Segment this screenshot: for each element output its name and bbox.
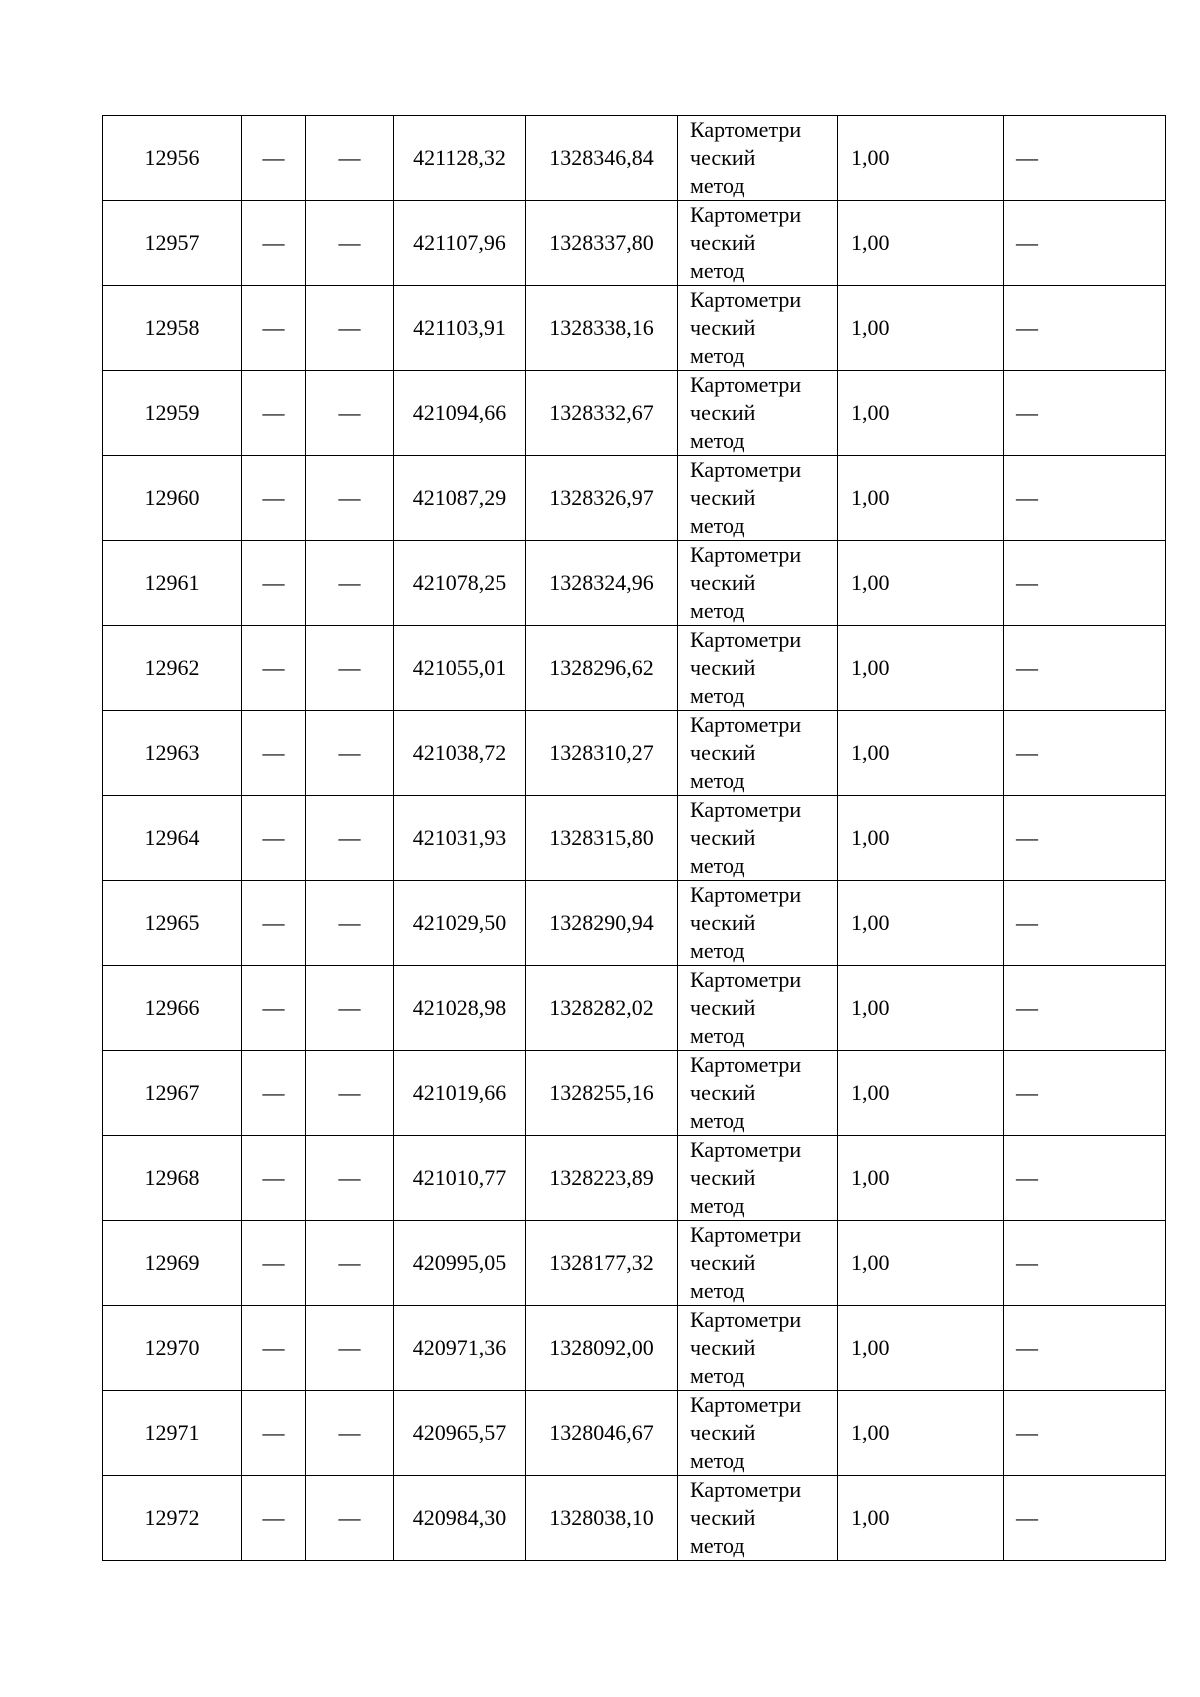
accuracy-cell: 1,00 bbox=[838, 1136, 1004, 1221]
method-text-line-2: ческий bbox=[690, 400, 756, 425]
method-text-line-1: Картометри bbox=[690, 1477, 802, 1502]
method-text-line-2: ческий bbox=[690, 995, 756, 1020]
method-text-line-3: метод bbox=[690, 1363, 745, 1388]
dash-cell: — bbox=[242, 626, 306, 711]
dash-cell: — bbox=[242, 1051, 306, 1136]
method-text-line-1: Картометри bbox=[690, 627, 802, 652]
dash-cell: — bbox=[306, 541, 394, 626]
dash-cell: — bbox=[242, 541, 306, 626]
method-text-line-2: ческий bbox=[690, 570, 756, 595]
method-text-line-1: Картометри bbox=[690, 1052, 802, 1077]
method-text-line-1: Картометри bbox=[690, 457, 802, 482]
table-row bbox=[103, 116, 1166, 201]
x-coordinate-cell: 421107,96 bbox=[394, 201, 526, 286]
method-text-line-3: метод bbox=[690, 1448, 745, 1473]
method-text-line-3: метод bbox=[690, 853, 745, 878]
method-text-line-2: ческий bbox=[690, 315, 756, 340]
table-row bbox=[103, 1221, 1166, 1306]
coordinates-table bbox=[102, 115, 1166, 1561]
dash-cell: — bbox=[1004, 1051, 1166, 1136]
dash-cell: — bbox=[1004, 1221, 1166, 1306]
method-text-line-3: метод bbox=[690, 258, 745, 283]
y-coordinate-cell: 1328255,16 bbox=[526, 1051, 678, 1136]
dash-cell: — bbox=[1004, 201, 1166, 286]
point-number-cell: 12965 bbox=[103, 881, 242, 966]
method-text-line-3: метод bbox=[690, 1533, 745, 1558]
dash-cell: — bbox=[242, 881, 306, 966]
dash-cell: — bbox=[242, 1136, 306, 1221]
point-number-cell: 12958 bbox=[103, 286, 242, 371]
dash-cell: — bbox=[306, 201, 394, 286]
x-coordinate-cell: 421031,93 bbox=[394, 796, 526, 881]
method-text-line-3: метод bbox=[690, 598, 745, 623]
dash-cell: — bbox=[1004, 286, 1166, 371]
point-number-cell: 12969 bbox=[103, 1221, 242, 1306]
method-cell bbox=[678, 966, 838, 1051]
method-text-line-3: метод bbox=[690, 1278, 745, 1303]
table-row bbox=[103, 1306, 1166, 1391]
method-text-line-2: ческий bbox=[690, 230, 756, 255]
method-text-line-3: метод bbox=[690, 768, 745, 793]
method-text-line-3: метод bbox=[690, 1193, 745, 1218]
method-text-line-3: метод bbox=[690, 343, 745, 368]
point-number-cell: 12971 bbox=[103, 1391, 242, 1476]
dash-cell: — bbox=[242, 966, 306, 1051]
method-cell bbox=[678, 1136, 838, 1221]
method-text-line-1: Картометри bbox=[690, 1137, 802, 1162]
method-cell bbox=[678, 371, 838, 456]
method-text-line-1: Картометри bbox=[690, 1307, 802, 1332]
dash-cell: — bbox=[242, 1306, 306, 1391]
dash-cell: — bbox=[242, 1391, 306, 1476]
dash-cell: — bbox=[1004, 1136, 1166, 1221]
point-number-cell: 12957 bbox=[103, 201, 242, 286]
accuracy-cell: 1,00 bbox=[838, 1051, 1004, 1136]
table-row bbox=[103, 1136, 1166, 1221]
y-coordinate-cell: 1328296,62 bbox=[526, 626, 678, 711]
dash-cell: — bbox=[1004, 1306, 1166, 1391]
y-coordinate-cell: 1328092,00 bbox=[526, 1306, 678, 1391]
method-cell bbox=[678, 1476, 838, 1561]
table-row bbox=[103, 1391, 1166, 1476]
method-cell bbox=[678, 711, 838, 796]
y-coordinate-cell: 1328223,89 bbox=[526, 1136, 678, 1221]
point-number-cell: 12963 bbox=[103, 711, 242, 796]
accuracy-cell: 1,00 bbox=[838, 881, 1004, 966]
dash-cell: — bbox=[306, 371, 394, 456]
method-text-line-3: метод bbox=[690, 683, 745, 708]
dash-cell: — bbox=[306, 286, 394, 371]
table-row bbox=[103, 286, 1166, 371]
table-row bbox=[103, 626, 1166, 711]
dash-cell: — bbox=[242, 1221, 306, 1306]
dash-cell: — bbox=[242, 201, 306, 286]
accuracy-cell: 1,00 bbox=[838, 1221, 1004, 1306]
dash-cell: — bbox=[1004, 796, 1166, 881]
method-text-line-1: Картометри bbox=[690, 712, 802, 737]
method-text-line-1: Картометри bbox=[690, 1222, 802, 1247]
method-cell bbox=[678, 116, 838, 201]
method-text-line-1: Картометри bbox=[690, 1392, 802, 1417]
dash-cell: — bbox=[1004, 711, 1166, 796]
method-cell bbox=[678, 796, 838, 881]
method-text-line-1: Картометри bbox=[690, 287, 802, 312]
method-text-line-1: Картометри bbox=[690, 967, 802, 992]
method-cell bbox=[678, 626, 838, 711]
dash-cell: — bbox=[306, 1476, 394, 1561]
dash-cell: — bbox=[306, 966, 394, 1051]
method-text-line-1: Картометри bbox=[690, 372, 802, 397]
accuracy-cell: 1,00 bbox=[838, 796, 1004, 881]
table-body bbox=[103, 116, 1166, 1561]
method-cell bbox=[678, 286, 838, 371]
dash-cell: — bbox=[1004, 1476, 1166, 1561]
dash-cell: — bbox=[1004, 881, 1166, 966]
y-coordinate-cell: 1328282,02 bbox=[526, 966, 678, 1051]
point-number-cell: 12956 bbox=[103, 116, 242, 201]
method-text-line-2: ческий bbox=[690, 145, 756, 170]
method-text-line-2: ческий bbox=[690, 1165, 756, 1190]
y-coordinate-cell: 1328324,96 bbox=[526, 541, 678, 626]
table-row bbox=[103, 456, 1166, 541]
x-coordinate-cell: 421029,50 bbox=[394, 881, 526, 966]
method-text-line-1: Картометри bbox=[690, 202, 802, 227]
dash-cell: — bbox=[306, 1136, 394, 1221]
accuracy-cell: 1,00 bbox=[838, 286, 1004, 371]
table-row bbox=[103, 201, 1166, 286]
dash-cell: — bbox=[242, 456, 306, 541]
point-number-cell: 12968 bbox=[103, 1136, 242, 1221]
method-text-line-3: метод bbox=[690, 1023, 745, 1048]
x-coordinate-cell: 421078,25 bbox=[394, 541, 526, 626]
y-coordinate-cell: 1328046,67 bbox=[526, 1391, 678, 1476]
method-text-line-3: метод bbox=[690, 428, 745, 453]
accuracy-cell: 1,00 bbox=[838, 966, 1004, 1051]
method-text-line-2: ческий bbox=[690, 825, 756, 850]
dash-cell: — bbox=[306, 626, 394, 711]
method-cell bbox=[678, 541, 838, 626]
dash-cell: — bbox=[1004, 966, 1166, 1051]
dash-cell: — bbox=[306, 1391, 394, 1476]
accuracy-cell: 1,00 bbox=[838, 371, 1004, 456]
method-text-line-2: ческий bbox=[690, 1250, 756, 1275]
method-text-line-2: ческий bbox=[690, 655, 756, 680]
x-coordinate-cell: 420971,36 bbox=[394, 1306, 526, 1391]
point-number-cell: 12972 bbox=[103, 1476, 242, 1561]
accuracy-cell: 1,00 bbox=[838, 1306, 1004, 1391]
table-row bbox=[103, 1051, 1166, 1136]
dash-cell: — bbox=[1004, 116, 1166, 201]
x-coordinate-cell: 421028,98 bbox=[394, 966, 526, 1051]
x-coordinate-cell: 421094,66 bbox=[394, 371, 526, 456]
dash-cell: — bbox=[242, 1476, 306, 1561]
x-coordinate-cell: 421087,29 bbox=[394, 456, 526, 541]
method-cell bbox=[678, 1051, 838, 1136]
y-coordinate-cell: 1328177,32 bbox=[526, 1221, 678, 1306]
accuracy-cell: 1,00 bbox=[838, 456, 1004, 541]
table-row bbox=[103, 541, 1166, 626]
method-cell bbox=[678, 456, 838, 541]
y-coordinate-cell: 1328346,84 bbox=[526, 116, 678, 201]
table-row bbox=[103, 711, 1166, 796]
method-cell bbox=[678, 1221, 838, 1306]
y-coordinate-cell: 1328338,16 bbox=[526, 286, 678, 371]
y-coordinate-cell: 1328310,27 bbox=[526, 711, 678, 796]
table-row bbox=[103, 796, 1166, 881]
method-text-line-2: ческий bbox=[690, 1335, 756, 1360]
accuracy-cell: 1,00 bbox=[838, 116, 1004, 201]
method-cell bbox=[678, 1306, 838, 1391]
y-coordinate-cell: 1328337,80 bbox=[526, 201, 678, 286]
method-text-line-3: метод bbox=[690, 513, 745, 538]
method-text-line-2: ческий bbox=[690, 1080, 756, 1105]
dash-cell: — bbox=[306, 1306, 394, 1391]
point-number-cell: 12961 bbox=[103, 541, 242, 626]
dash-cell: — bbox=[306, 796, 394, 881]
dash-cell: — bbox=[306, 1051, 394, 1136]
dash-cell: — bbox=[1004, 456, 1166, 541]
x-coordinate-cell: 420984,30 bbox=[394, 1476, 526, 1561]
point-number-cell: 12964 bbox=[103, 796, 242, 881]
method-text-line-2: ческий bbox=[690, 1505, 756, 1530]
accuracy-cell: 1,00 bbox=[838, 201, 1004, 286]
accuracy-cell: 1,00 bbox=[838, 711, 1004, 796]
x-coordinate-cell: 420965,57 bbox=[394, 1391, 526, 1476]
y-coordinate-cell: 1328326,97 bbox=[526, 456, 678, 541]
method-text-line-3: метод bbox=[690, 938, 745, 963]
method-text-line-2: ческий bbox=[690, 910, 756, 935]
table-row bbox=[103, 881, 1166, 966]
accuracy-cell: 1,00 bbox=[838, 1476, 1004, 1561]
dash-cell: — bbox=[242, 796, 306, 881]
dash-cell: — bbox=[306, 1221, 394, 1306]
method-cell bbox=[678, 881, 838, 966]
accuracy-cell: 1,00 bbox=[838, 541, 1004, 626]
dash-cell: — bbox=[306, 711, 394, 796]
method-text-line-1: Картометри bbox=[690, 542, 802, 567]
table-row bbox=[103, 371, 1166, 456]
dash-cell: — bbox=[1004, 541, 1166, 626]
dash-cell: — bbox=[1004, 371, 1166, 456]
method-text-line-2: ческий bbox=[690, 740, 756, 765]
method-cell bbox=[678, 201, 838, 286]
dash-cell: — bbox=[242, 711, 306, 796]
dash-cell: — bbox=[306, 116, 394, 201]
point-number-cell: 12959 bbox=[103, 371, 242, 456]
dash-cell: — bbox=[242, 116, 306, 201]
method-text-line-1: Картометри bbox=[690, 117, 802, 142]
dash-cell: — bbox=[1004, 626, 1166, 711]
dash-cell: — bbox=[306, 881, 394, 966]
method-cell bbox=[678, 1391, 838, 1476]
table-row bbox=[103, 1476, 1166, 1561]
method-text-line-1: Картометри bbox=[690, 797, 802, 822]
table-row bbox=[103, 966, 1166, 1051]
x-coordinate-cell: 421038,72 bbox=[394, 711, 526, 796]
y-coordinate-cell: 1328290,94 bbox=[526, 881, 678, 966]
x-coordinate-cell: 420995,05 bbox=[394, 1221, 526, 1306]
point-number-cell: 12962 bbox=[103, 626, 242, 711]
method-text-line-2: ческий bbox=[690, 1420, 756, 1445]
y-coordinate-cell: 1328038,10 bbox=[526, 1476, 678, 1561]
dash-cell: — bbox=[242, 286, 306, 371]
dash-cell: — bbox=[1004, 1391, 1166, 1476]
accuracy-cell: 1,00 bbox=[838, 626, 1004, 711]
accuracy-cell: 1,00 bbox=[838, 1391, 1004, 1476]
y-coordinate-cell: 1328315,80 bbox=[526, 796, 678, 881]
point-number-cell: 12967 bbox=[103, 1051, 242, 1136]
method-text-line-2: ческий bbox=[690, 485, 756, 510]
x-coordinate-cell: 421019,66 bbox=[394, 1051, 526, 1136]
point-number-cell: 12966 bbox=[103, 966, 242, 1051]
point-number-cell: 12960 bbox=[103, 456, 242, 541]
x-coordinate-cell: 421128,32 bbox=[394, 116, 526, 201]
dash-cell: — bbox=[242, 371, 306, 456]
point-number-cell: 12970 bbox=[103, 1306, 242, 1391]
method-text-line-3: метод bbox=[690, 173, 745, 198]
method-text-line-3: метод bbox=[690, 1108, 745, 1133]
x-coordinate-cell: 421103,91 bbox=[394, 286, 526, 371]
x-coordinate-cell: 421010,77 bbox=[394, 1136, 526, 1221]
y-coordinate-cell: 1328332,67 bbox=[526, 371, 678, 456]
x-coordinate-cell: 421055,01 bbox=[394, 626, 526, 711]
method-text-line-1: Картометри bbox=[690, 882, 802, 907]
dash-cell: — bbox=[306, 456, 394, 541]
